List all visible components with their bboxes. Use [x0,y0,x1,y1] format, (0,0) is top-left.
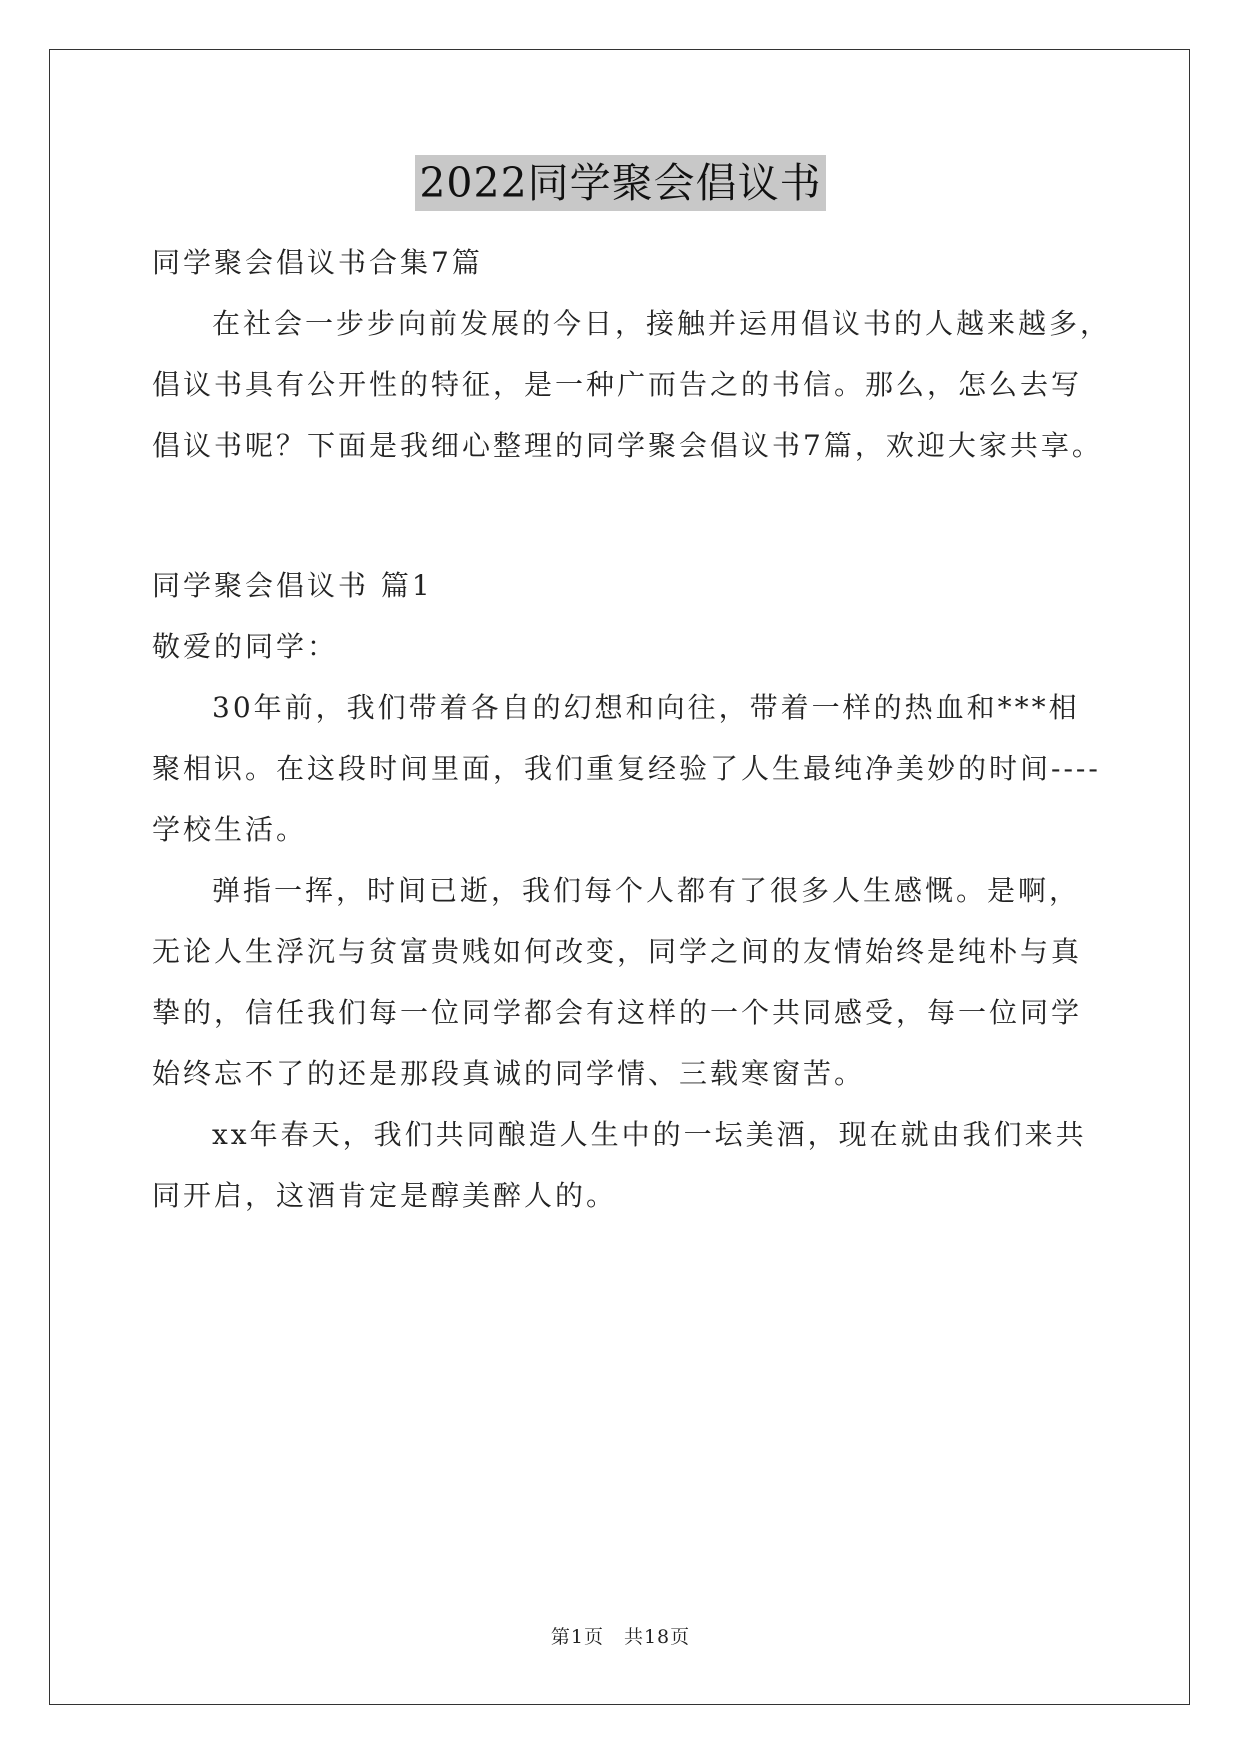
paragraph-line: 学校生活。 [152,813,308,846]
intro-line: 在社会一步步向前发展的今日，接触并运用倡议书的人越来越多， [212,307,1112,340]
section-heading: 同学聚会倡议书 篇1 [152,569,433,602]
paragraph-line: 挚的，信任我们每一位同学都会有这样的一个共同感受，每一位同学 [152,996,1083,1029]
document-title: 2022同学聚会倡议书 [415,155,825,211]
document-body [152,232,1112,1226]
section-gap [152,476,1102,555]
page-number: 第1页 [550,1626,604,1648]
intro-paragraph [152,293,1112,476]
paragraph-line: 同开启，这酒肯定是醇美醉人的。 [152,1179,618,1212]
paragraph-1 [152,677,1102,860]
paragraph-line: 无论人生浮沉与贫富贵贱如何改变，同学之间的友情始终是纯朴与真 [152,935,1083,968]
paragraph-2 [152,860,1102,1104]
paragraph-line: 30年前，我们带着各自的幻想和向往，带着一样的热血和***相 [212,691,1080,724]
intro-line: 倡议书具有公开性的特征，是一种广而告之的书信。那么，怎么去写 [152,368,1083,401]
page-total: 共18页 [623,1626,691,1648]
intro-line: 倡议书呢？下面是我细心整理的同学聚会倡议书7篇，欢迎大家共享。 [152,429,1103,462]
paragraph-3 [152,1104,1102,1226]
title-wrap [0,155,1241,211]
paragraph-line: 始终忘不了的还是那段真诚的同学情、三载寒窗苦。 [152,1057,866,1090]
collection-heading: 同学聚会倡议书合集7篇 [152,246,483,279]
paragraph-line: 弹指一挥，时间已逝，我们每个人都有了很多人生感慨。是啊， [212,874,1081,907]
paragraph-line: xx年春天，我们共同酿造人生中的一坛美酒，现在就由我们来共 [212,1118,1087,1151]
page-footer [0,1622,1241,1649]
paragraph-line: 聚相识。在这段时间里面，我们重复经验了人生最纯净美妙的时间---- [152,752,1101,785]
salutation: 敬爱的同学： [152,630,339,663]
